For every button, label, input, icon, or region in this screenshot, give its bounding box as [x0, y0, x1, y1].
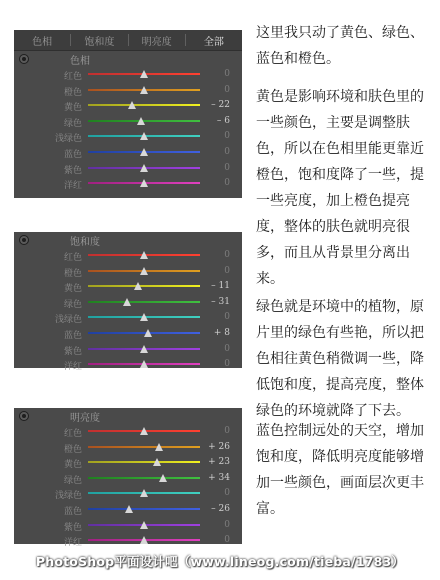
hsl-saturation-panel [14, 232, 242, 373]
slider-thumb[interactable] [128, 101, 136, 109]
slider-row-red [14, 67, 242, 83]
slider-thumb[interactable] [140, 345, 148, 353]
slider-value: 0 [224, 69, 230, 79]
slider-row-yellow [14, 279, 242, 295]
slider-value: 0 [224, 250, 230, 260]
slider-row-aqua [14, 310, 242, 326]
slider-thumb[interactable] [140, 86, 148, 94]
slider-label: 紫色 [63, 346, 82, 357]
slider-label: 橙色 [63, 87, 82, 98]
tab-luminance[interactable]: 明亮度 [141, 36, 172, 48]
slider-row-yellow [14, 98, 242, 114]
slider-value: 0 [224, 426, 230, 436]
slider-label: 洋红 [63, 538, 82, 549]
slider-thumb[interactable] [140, 164, 148, 172]
slider-value: + 26 [208, 441, 230, 452]
slider-thumb[interactable] [140, 536, 148, 544]
target-adjust-icon[interactable] [19, 54, 29, 64]
paragraph-blue: 蓝色控制远处的天空，增加饱和度，降低明亮度能够增加一些颜色，画面层次更丰富。 [256, 423, 424, 517]
slider-label: 蓝色 [63, 330, 82, 341]
slider-thumb[interactable] [144, 329, 152, 337]
slider-track-yellow[interactable] [88, 104, 200, 106]
slider-value: + 34 [208, 472, 230, 483]
slider-row-red [14, 424, 242, 440]
slider-value: 0 [224, 146, 230, 157]
slider-value: – 6 [216, 115, 230, 126]
slider-value: 0 [224, 178, 230, 189]
slider-thumb[interactable] [123, 298, 131, 306]
slider-label: 洋红 [63, 181, 82, 192]
slider-row-green [14, 471, 242, 487]
slider-value: 0 [224, 84, 230, 95]
slider-track-yellow[interactable] [88, 461, 200, 463]
panel-title: 色相 [70, 56, 90, 67]
paragraph-green: 绿色就是环境中的植物，原片里的绿色有些艳，所以把色相往黄色稍微调一些，降低饱和度，提高亮度，整体绿色的环境就降了下去。 [256, 299, 424, 419]
slider-row-orange [14, 264, 242, 280]
slider-thumb[interactable] [140, 489, 148, 497]
slider-value: 0 [224, 162, 230, 173]
slider-value: – 11 [211, 281, 230, 292]
slider-row-yellow [14, 455, 242, 471]
slider-row-magenta [14, 357, 242, 373]
panel-title: 明亮度 [70, 413, 100, 424]
slider-label: 蓝色 [63, 506, 82, 517]
slider-thumb[interactable] [140, 179, 148, 187]
slider-value: – 26 [211, 503, 230, 514]
slider-label: 红色 [63, 429, 82, 439]
target-adjust-icon[interactable] [19, 411, 29, 421]
slider-track-green[interactable] [88, 301, 200, 303]
slider-list [14, 248, 242, 373]
slider-value: 0 [224, 312, 230, 323]
slider-track-green[interactable] [88, 477, 200, 479]
tab-all[interactable]: 全部 [203, 36, 224, 48]
slider-value: 0 [224, 343, 230, 354]
slider-value: 0 [224, 359, 230, 370]
slider-thumb[interactable] [134, 282, 142, 290]
slider-row-aqua [14, 486, 242, 502]
slider-value: – 31 [211, 296, 230, 307]
slider-row-green [14, 295, 242, 311]
slider-row-purple [14, 161, 242, 177]
slider-label: 红色 [63, 253, 82, 263]
slider-thumb[interactable] [140, 148, 148, 156]
slider-label: 紫色 [63, 522, 82, 533]
slider-label: 橙色 [63, 444, 82, 455]
panel-header [14, 408, 242, 424]
slider-label: 黄色 [63, 460, 82, 471]
paragraph-yellow: 黄色是影响环境和肤色里的一些颜色，主要是调整肤色，所以在色相里能更靠近橙色，饱和度降了一些，提一些亮度，加上橙色提亮度，整体的肤色就明亮很多，而且从背景里分离出来。 [256, 89, 424, 287]
slider-thumb[interactable] [155, 443, 163, 451]
slider-value: – 22 [211, 100, 230, 111]
slider-row-purple [14, 518, 242, 534]
slider-thumb[interactable] [140, 360, 148, 368]
slider-thumb[interactable] [125, 505, 133, 513]
slider-row-red [14, 248, 242, 264]
slider-track-orange[interactable] [88, 446, 200, 448]
slider-track-yellow[interactable] [88, 285, 200, 287]
slider-thumb[interactable] [159, 474, 167, 482]
tab-hue[interactable]: 色相 [32, 36, 53, 48]
slider-label: 黄色 [63, 284, 82, 295]
slider-label: 洋红 [63, 362, 82, 373]
target-adjust-icon[interactable] [19, 235, 29, 245]
slider-thumb[interactable] [137, 117, 145, 125]
slider-label: 浅绿色 [54, 491, 82, 502]
slider-label: 黄色 [63, 103, 82, 114]
panel-title: 饱和度 [70, 237, 100, 248]
hsl-hue-panel [14, 30, 242, 198]
hsl-tab-bar [14, 30, 242, 51]
slider-value: + 23 [208, 457, 230, 468]
slider-row-orange [14, 83, 242, 99]
slider-row-green [14, 114, 242, 130]
panel-header [14, 232, 242, 248]
slider-label: 浅绿色 [54, 134, 82, 145]
slider-row-orange [14, 440, 242, 456]
slider-thumb[interactable] [140, 267, 148, 275]
slider-row-aqua [14, 129, 242, 145]
slider-row-blue [14, 326, 242, 342]
slider-row-blue [14, 502, 242, 518]
slider-label: 红色 [63, 72, 82, 82]
slider-label: 绿色 [63, 299, 82, 310]
slider-value: 0 [224, 131, 230, 142]
slider-label: 橙色 [63, 268, 82, 279]
slider-row-blue [14, 145, 242, 161]
slider-value: 0 [224, 535, 230, 546]
slider-track-blue[interactable] [88, 508, 200, 510]
slider-row-magenta [14, 533, 242, 549]
paragraph-intro: 这里我只动了黄色、绿色、蓝色和橙色。 [256, 25, 424, 67]
slider-label: 绿色 [63, 475, 82, 486]
panel-header [14, 51, 242, 67]
hsl-luminance-panel [14, 408, 242, 549]
slider-value: 0 [224, 519, 230, 530]
slider-thumb[interactable] [140, 521, 148, 529]
tab-saturation[interactable]: 饱和度 [84, 36, 115, 48]
watermark: PhotoShop平面设计吧（www.lineog.com/tieba/1783） [35, 554, 405, 569]
slider-list [14, 67, 242, 192]
slider-thumb[interactable] [153, 458, 161, 466]
slider-list [14, 424, 242, 549]
slider-row-magenta [14, 176, 242, 192]
slider-thumb[interactable] [140, 251, 148, 259]
slider-label: 紫色 [63, 165, 82, 176]
slider-value: 0 [224, 265, 230, 276]
slider-row-purple [14, 342, 242, 358]
slider-value: 0 [224, 488, 230, 499]
slider-label: 绿色 [63, 118, 82, 129]
slider-value: + 8 [213, 327, 230, 338]
slider-thumb[interactable] [140, 132, 148, 140]
slider-thumb[interactable] [140, 427, 148, 435]
slider-label: 浅绿色 [54, 315, 82, 326]
slider-label: 蓝色 [63, 149, 82, 160]
slider-thumb[interactable] [140, 70, 148, 78]
slider-thumb[interactable] [140, 313, 148, 321]
